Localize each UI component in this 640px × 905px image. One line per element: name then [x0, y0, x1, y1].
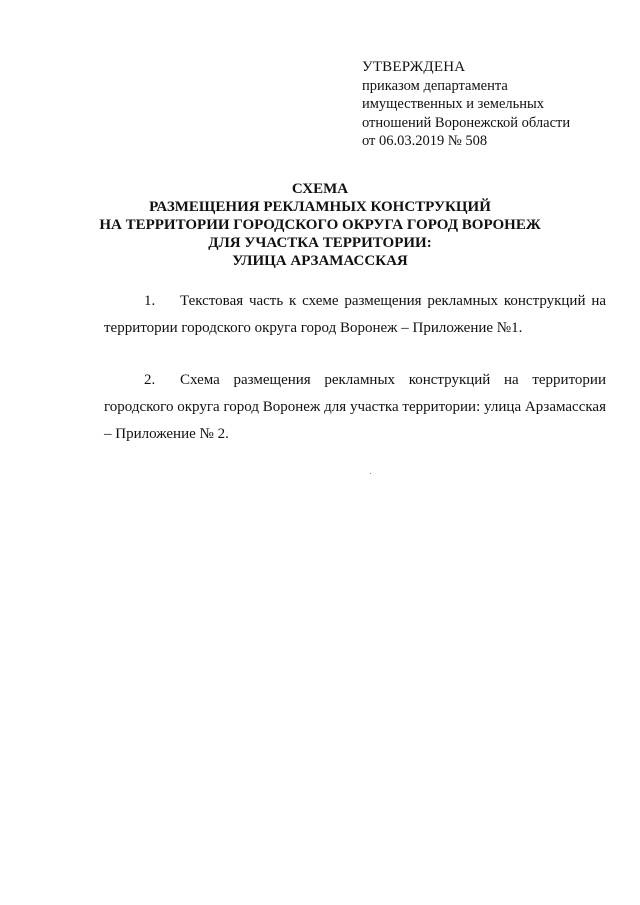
list-item: [104, 288, 606, 342]
document-title: [40, 180, 600, 270]
list-item: [104, 367, 606, 448]
list-item-number: 2.: [144, 372, 156, 388]
title-line: ДЛЯ УЧАСТКА ТЕРРИТОРИИ:: [208, 235, 432, 251]
title-line: УЛИЦА АРЗАМАССКАЯ: [232, 253, 408, 269]
list-item-text: Схема размещения рекламных конструкций на территории городского округа город Воронеж для участка территории: улица Арзамасская – Приложение № 2.: [104, 372, 606, 442]
approval-line: имущественных и земельных: [362, 96, 545, 112]
title-line: НА ТЕРРИТОРИИ ГОРОДСКОГО ОКРУГА ГОРОД ВОРОНЕЖ: [99, 217, 541, 233]
list-item-text: Текстовая часть к схеме размещения рекламных конструкций на территории городского округа город Воронеж – Приложение №1.: [104, 293, 606, 336]
approval-line: приказом департамента: [362, 77, 508, 94]
title-line: СХЕМА: [291, 181, 349, 197]
approval-stamp: [362, 58, 622, 151]
scan-speck: [370, 473, 371, 474]
list-item-number: 1.: [144, 293, 156, 309]
approval-heading: УТВЕРЖДЕНА: [362, 59, 466, 75]
approval-order-number: от 06.03.2019 № 508: [362, 133, 488, 149]
title-line: РАЗМЕЩЕНИЯ РЕКЛАМНЫХ КОНСТРУКЦИЙ: [149, 199, 491, 215]
approval-line: отношений Воронежской области: [362, 114, 571, 131]
